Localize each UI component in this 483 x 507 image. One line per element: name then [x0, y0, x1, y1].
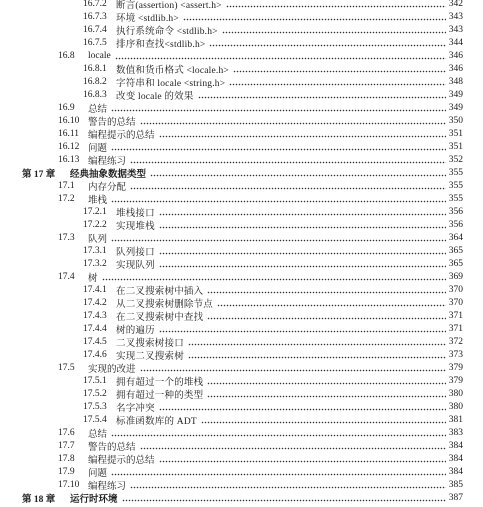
- dot-leader: [159, 226, 446, 229]
- dot-leader: [150, 174, 446, 177]
- dot-leader: [188, 356, 446, 359]
- entry-title: 拥有超过一个的堆栈: [116, 378, 204, 388]
- entry-page: 370: [448, 298, 463, 308]
- dot-leader: [159, 252, 446, 255]
- entry-title: 实现堆栈: [116, 222, 155, 232]
- entry-page: 384: [448, 454, 463, 464]
- dot-leader: [111, 109, 446, 112]
- subsection-entry: [0, 11, 483, 24]
- entry-page: 373: [448, 350, 463, 360]
- section-entry: [0, 427, 483, 440]
- entry-title: 实现二叉搜索树: [116, 352, 184, 362]
- entry-page: 346: [448, 51, 463, 61]
- entry-number: 16.12: [58, 142, 80, 152]
- dot-leader: [140, 369, 446, 372]
- entry-number: 17.5.4: [83, 415, 107, 425]
- entry-number: 16.8.3: [83, 90, 107, 100]
- entry-number: 17.2.1: [83, 207, 107, 217]
- entry-page: 348: [448, 77, 463, 87]
- entry-title: 数值和货币格式 <locale.h>: [116, 66, 229, 76]
- entry-title: 树的遍历: [116, 326, 155, 336]
- entry-title: 执行系统命令 <stdlib.h>: [116, 27, 218, 37]
- section-entry: [0, 479, 483, 492]
- entry-number: 16.9: [58, 103, 75, 113]
- entry-number: 17.4.6: [83, 350, 107, 360]
- dot-leader: [111, 148, 446, 151]
- entry-page: 384: [448, 441, 463, 451]
- entry-title: 字符串和 locale <string.h>: [116, 79, 226, 89]
- entry-title: 总结: [88, 430, 108, 440]
- entry-title: 实现的改进: [88, 365, 136, 375]
- dot-leader: [229, 83, 445, 86]
- subsection-entry: [0, 349, 483, 362]
- dot-leader: [207, 317, 445, 320]
- entry-number: 16.11: [58, 129, 80, 139]
- subsection-entry: [0, 0, 483, 11]
- entry-title: 编程练习: [88, 482, 127, 492]
- subsection-entry: [0, 414, 483, 427]
- section-entry: [0, 440, 483, 453]
- subsection-entry: [0, 336, 483, 349]
- subsection-entry: [0, 375, 483, 388]
- entry-title: 二叉搜索树接口: [116, 339, 184, 349]
- entry-page: 352: [448, 155, 463, 165]
- section-entry: [0, 180, 483, 193]
- entry-page: 372: [448, 337, 463, 347]
- entry-title: 队列接口: [116, 248, 155, 258]
- subsection-entry: [0, 219, 483, 232]
- entry-page: 355: [448, 168, 463, 178]
- subsection-entry: [0, 76, 483, 89]
- entry-page: 351: [448, 142, 463, 152]
- entry-number: 17.4.5: [83, 337, 107, 347]
- entry-number: 17.2: [58, 194, 75, 204]
- dot-leader: [207, 382, 445, 385]
- subsection-entry: [0, 24, 483, 37]
- dot-leader: [226, 5, 446, 8]
- subsection-entry: [0, 284, 483, 297]
- dot-leader: [207, 395, 445, 398]
- entry-title: 从二叉搜索树删除节点: [116, 300, 214, 310]
- entry-title: 环境 <stdlib.h>: [116, 14, 179, 24]
- entry-title: 实现队列: [116, 261, 155, 271]
- entry-title: 树: [88, 274, 98, 284]
- entry-page: 350: [448, 116, 463, 126]
- dot-leader: [111, 434, 446, 437]
- entry-number: 16.10: [58, 116, 80, 126]
- section-entry: [0, 128, 483, 141]
- entry-page: 356: [448, 207, 463, 217]
- subsection-entry: [0, 89, 483, 102]
- entry-number: 16.8.2: [83, 77, 107, 87]
- dot-leader: [111, 239, 446, 242]
- subsection-entry: [0, 297, 483, 310]
- entry-number: 17.3.1: [83, 246, 107, 256]
- entry-page: 349: [448, 103, 463, 113]
- section-entry: [0, 141, 483, 154]
- dot-leader: [159, 460, 446, 463]
- dot-leader: [111, 473, 446, 476]
- entry-page: 385: [448, 480, 463, 490]
- entry-number: 17.4.4: [83, 324, 107, 334]
- entry-title: 警告的总结: [88, 443, 136, 453]
- entry-number: 16.7.2: [83, 0, 107, 9]
- entry-number: 第 18 章: [22, 495, 56, 505]
- entry-page: 369: [448, 272, 463, 282]
- entry-title: 问题: [88, 469, 108, 479]
- entry-page: 343: [448, 12, 463, 22]
- entry-number: 17.4: [58, 272, 75, 282]
- entry-title: 警告的总结: [88, 118, 136, 128]
- subsection-entry: [0, 37, 483, 50]
- entry-number: 17.8: [58, 454, 75, 464]
- dot-leader: [140, 122, 446, 125]
- entry-number: 第 17 章: [22, 170, 56, 180]
- subsection-entry: [0, 206, 483, 219]
- dot-leader: [122, 499, 446, 502]
- entry-number: 16.8: [58, 51, 75, 61]
- subsection-entry: [0, 310, 483, 323]
- entry-page: 371: [448, 324, 463, 334]
- entry-page: 343: [448, 25, 463, 35]
- entry-page: 364: [448, 233, 463, 243]
- entry-page: 384: [448, 467, 463, 477]
- entry-title: 编程提示的总结: [88, 456, 155, 466]
- entry-page: 379: [448, 376, 463, 386]
- entry-number: 17.3: [58, 233, 75, 243]
- entry-title: 内存分配: [88, 183, 127, 193]
- dot-leader: [233, 70, 446, 73]
- entry-page: 380: [448, 402, 463, 412]
- entry-number: 17.5: [58, 363, 75, 373]
- entry-number: 17.6: [58, 428, 75, 438]
- dot-leader: [209, 44, 445, 47]
- entry-page: 381: [448, 415, 463, 425]
- entry-number: 17.4.2: [83, 298, 107, 308]
- entry-number: 17.2.2: [83, 220, 107, 230]
- dot-leader: [159, 135, 446, 138]
- dot-leader: [140, 447, 446, 450]
- entry-page: 387: [448, 493, 463, 503]
- dot-leader: [222, 31, 446, 34]
- entry-title: 堆栈: [88, 196, 108, 206]
- section-entry: [0, 232, 483, 245]
- subsection-entry: [0, 245, 483, 258]
- entry-title: 运行时环境: [70, 495, 118, 505]
- subsection-entry: [0, 401, 483, 414]
- entry-title: 在二叉搜索树中查找: [116, 313, 204, 323]
- dot-leader: [130, 161, 446, 164]
- entry-page: 356: [448, 220, 463, 230]
- section-entry: [0, 453, 483, 466]
- entry-page: 383: [448, 428, 463, 438]
- dot-leader: [159, 408, 446, 411]
- entry-title: 改变 locale 的效果: [116, 92, 194, 102]
- section-entry: [0, 102, 483, 115]
- dot-leader: [198, 96, 446, 99]
- entry-title: 名字冲突: [116, 404, 155, 414]
- entry-title: 问题: [88, 144, 108, 154]
- entry-number: 17.1: [58, 181, 75, 191]
- entry-number: 17.5.2: [83, 389, 107, 399]
- entry-page: 380: [448, 389, 463, 399]
- dot-leader: [130, 187, 446, 190]
- subsection-entry: [0, 258, 483, 271]
- entry-title: 拥有超过一种的类型: [116, 391, 204, 401]
- section-entry: [0, 466, 483, 479]
- entry-title: 总结: [88, 105, 108, 115]
- entry-title: 标准函数库的 ADT: [116, 417, 197, 427]
- entry-page: 349: [448, 90, 463, 100]
- subsection-entry: [0, 323, 483, 336]
- entry-number: 17.4.3: [83, 311, 107, 321]
- entry-number: 16.7.4: [83, 25, 107, 35]
- entry-number: 16.8.1: [83, 64, 107, 74]
- dot-leader: [102, 278, 446, 281]
- subsection-entry: [0, 388, 483, 401]
- section-entry: [0, 154, 483, 167]
- section-entry: [0, 271, 483, 284]
- entry-title: 排序和查找<stdlib.h>: [116, 40, 206, 50]
- entry-page: 346: [448, 64, 463, 74]
- entry-page: 355: [448, 194, 463, 204]
- entry-title: 断言(assertion) <assert.h>: [116, 1, 222, 11]
- dot-leader: [201, 421, 446, 424]
- entry-title: locale: [88, 51, 111, 61]
- dot-leader: [188, 343, 446, 346]
- entry-number: 17.3.2: [83, 259, 107, 269]
- entry-number: 17.5.3: [83, 402, 107, 412]
- entry-title: 堆栈接口: [116, 209, 155, 219]
- dot-leader: [115, 57, 446, 60]
- entry-number: 16.13: [58, 155, 80, 165]
- entry-number: 16.7.5: [83, 38, 107, 48]
- chapter-entry: [0, 167, 483, 180]
- entry-title: 编程练习: [88, 157, 127, 167]
- dot-leader: [130, 486, 446, 489]
- dot-leader: [207, 291, 445, 294]
- dot-leader: [183, 18, 446, 21]
- entry-number: 17.10: [58, 480, 80, 490]
- subsection-entry: [0, 63, 483, 76]
- section-entry: [0, 193, 483, 206]
- entry-page: 351: [448, 129, 463, 139]
- chapter-entry: [0, 492, 483, 505]
- section-entry: [0, 115, 483, 128]
- entry-title: 在二叉搜索树中插入: [116, 287, 204, 297]
- entry-title: 队列: [88, 235, 108, 245]
- entry-number: 17.5.1: [83, 376, 107, 386]
- dot-leader: [159, 330, 446, 333]
- entry-page: 344: [448, 38, 463, 48]
- entry-number: 16.7.3: [83, 12, 107, 22]
- entry-page: 370: [448, 285, 463, 295]
- section-entry: [0, 50, 483, 63]
- dot-leader: [111, 200, 446, 203]
- entry-number: 17.4.1: [83, 285, 107, 295]
- entry-page: 379: [448, 363, 463, 373]
- entry-page: 355: [448, 181, 463, 191]
- entry-page: 365: [448, 246, 463, 256]
- entry-number: 17.9: [58, 467, 75, 477]
- entry-title: 编程提示的总结: [88, 131, 155, 141]
- dot-leader: [159, 265, 446, 268]
- dot-leader: [159, 213, 446, 216]
- entry-page: 365: [448, 259, 463, 269]
- entry-page: 342: [448, 0, 463, 9]
- dot-leader: [217, 304, 446, 307]
- section-entry: [0, 362, 483, 375]
- entry-page: 371: [448, 311, 463, 321]
- entry-number: 17.7: [58, 441, 75, 451]
- entry-title: 经典抽象数据类型: [70, 170, 147, 180]
